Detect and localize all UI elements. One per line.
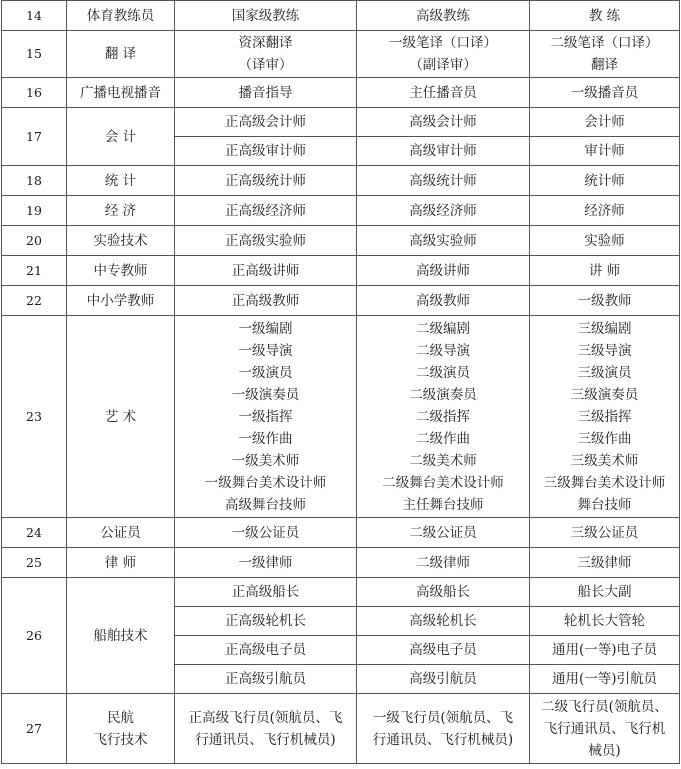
- mid-title-cell: 通用(一等)电子员: [530, 636, 680, 665]
- national-title-cell: 正高级经济师: [175, 196, 357, 226]
- row-number: 18: [2, 166, 67, 196]
- mid-title-cell: 一级教师: [530, 286, 680, 316]
- mid-title-cell: 通用(一等)引航员: [530, 665, 680, 694]
- row-number: 21: [2, 256, 67, 286]
- mid-title-cell: 统计师: [530, 166, 680, 196]
- senior-title-cell: 二级编剧 二级导演 二级演员 二级演奏员 二级指挥 二级作曲 二级美术师 二级舞台美术设计师 主任舞台技师: [357, 316, 530, 518]
- category-cell: 船舶技术: [67, 578, 175, 694]
- row-number: 24: [2, 518, 67, 548]
- table-row: [2, 316, 680, 518]
- table-row: [2, 578, 680, 607]
- national-title-cell: 正高级讲师: [175, 256, 357, 286]
- row-number: 14: [2, 1, 67, 31]
- mid-title-cell: 三级编剧 三级导演 三级演员 三级演奏员 三级指挥 三级作曲 三级美术师 三级舞台美术设计师 舞台技师: [530, 316, 680, 518]
- table-row: [2, 196, 680, 226]
- row-number: 16: [2, 78, 67, 108]
- senior-title-cell: 高级统计师: [357, 166, 530, 196]
- senior-title-cell: 高级引航员: [357, 665, 530, 694]
- senior-title-cell: 高级实验师: [357, 226, 530, 256]
- row-number: 26: [2, 578, 67, 694]
- table-row: [2, 108, 680, 137]
- table-row: [2, 166, 680, 196]
- national-title-cell: 正高级教师: [175, 286, 357, 316]
- national-title-cell: 正高级船长: [175, 578, 357, 607]
- senior-title-cell: 主任播音员: [357, 78, 530, 108]
- category-cell: 中专教师: [67, 256, 175, 286]
- mid-title-cell: 二级笔译（口译） 翻译: [530, 31, 680, 78]
- national-title-cell: 正高级实验师: [175, 226, 357, 256]
- mid-title-cell: 三级律师: [530, 548, 680, 578]
- national-title-cell: 一级编剧 一级导演 一级演员 一级演奏员 一级指挥 一级作曲 一级美术师 一级舞台美术设计师 高级舞台技师: [175, 316, 357, 518]
- table-row: [2, 548, 680, 578]
- row-number: 27: [2, 694, 67, 764]
- category-cell: 广播电视播音: [67, 78, 175, 108]
- senior-title-cell: 二级公证员: [357, 518, 530, 548]
- row-number: 22: [2, 286, 67, 316]
- mid-title-cell: 审计师: [530, 137, 680, 166]
- qualification-table: [1, 0, 680, 764]
- mid-title-cell: 经济师: [530, 196, 680, 226]
- category-cell: 翻 译: [67, 31, 175, 78]
- table-row: [2, 518, 680, 548]
- mid-title-cell: 讲 师: [530, 256, 680, 286]
- table-row: [2, 286, 680, 316]
- senior-title-cell: 高级轮机长: [357, 607, 530, 636]
- mid-title-cell: 实验师: [530, 226, 680, 256]
- national-title-cell: 正高级会计师: [175, 108, 357, 137]
- mid-title-cell: 三级公证员: [530, 518, 680, 548]
- national-title-cell: 正高级引航员: [175, 665, 357, 694]
- category-cell: 公证员: [67, 518, 175, 548]
- category-cell: 体育教练员: [67, 1, 175, 31]
- senior-title-cell: 高级教练: [357, 1, 530, 31]
- mid-title-cell: 一级播音员: [530, 78, 680, 108]
- row-number: 25: [2, 548, 67, 578]
- national-title-cell: 正高级电子员: [175, 636, 357, 665]
- senior-title-cell: 二级律师: [357, 548, 530, 578]
- table-row: [2, 31, 680, 78]
- national-title-cell: 正高级飞行员(领航员、飞 行通讯员、飞行机械员): [175, 694, 357, 764]
- category-cell: 民航 飞行技术: [67, 694, 175, 764]
- senior-title-cell: 高级审计师: [357, 137, 530, 166]
- row-number: 23: [2, 316, 67, 518]
- national-title-cell: 一级公证员: [175, 518, 357, 548]
- category-cell: 统 计: [67, 166, 175, 196]
- national-title-cell: 资深翻译 （译审）: [175, 31, 357, 78]
- row-number: 15: [2, 31, 67, 78]
- senior-title-cell: 高级会计师: [357, 108, 530, 137]
- senior-title-cell: 一级飞行员(领航员、飞 行通讯员、飞行机械员): [357, 694, 530, 764]
- mid-title-cell: 会计师: [530, 108, 680, 137]
- category-cell: 律 师: [67, 548, 175, 578]
- national-title-cell: 一级律师: [175, 548, 357, 578]
- senior-title-cell: 一级笔译（口译） （副译审）: [357, 31, 530, 78]
- category-cell: 实验技术: [67, 226, 175, 256]
- national-title-cell: 正高级统计师: [175, 166, 357, 196]
- table-row: [2, 256, 680, 286]
- senior-title-cell: 高级讲师: [357, 256, 530, 286]
- category-cell: 艺 术: [67, 316, 175, 518]
- category-cell: 会 计: [67, 108, 175, 166]
- row-number: 19: [2, 196, 67, 226]
- mid-title-cell: 教 练: [530, 1, 680, 31]
- national-title-cell: 正高级轮机长: [175, 607, 357, 636]
- senior-title-cell: 高级经济师: [357, 196, 530, 226]
- category-cell: 经 济: [67, 196, 175, 226]
- mid-title-cell: 轮机长大管轮: [530, 607, 680, 636]
- row-number: 20: [2, 226, 67, 256]
- mid-title-cell: 二级飞行员(领航员、 飞行通讯员、飞行机 械员): [530, 694, 680, 764]
- senior-title-cell: 高级船长: [357, 578, 530, 607]
- national-title-cell: 播音指导: [175, 78, 357, 108]
- table-row: [2, 1, 680, 31]
- senior-title-cell: 高级电子员: [357, 636, 530, 665]
- table-row: [2, 694, 680, 764]
- category-cell: 中小学教师: [67, 286, 175, 316]
- table-row: [2, 226, 680, 256]
- table-row: [2, 78, 680, 108]
- national-title-cell: 正高级审计师: [175, 137, 357, 166]
- senior-title-cell: 高级教师: [357, 286, 530, 316]
- mid-title-cell: 船长大副: [530, 578, 680, 607]
- row-number: 17: [2, 108, 67, 166]
- national-title-cell: 国家级教练: [175, 1, 357, 31]
